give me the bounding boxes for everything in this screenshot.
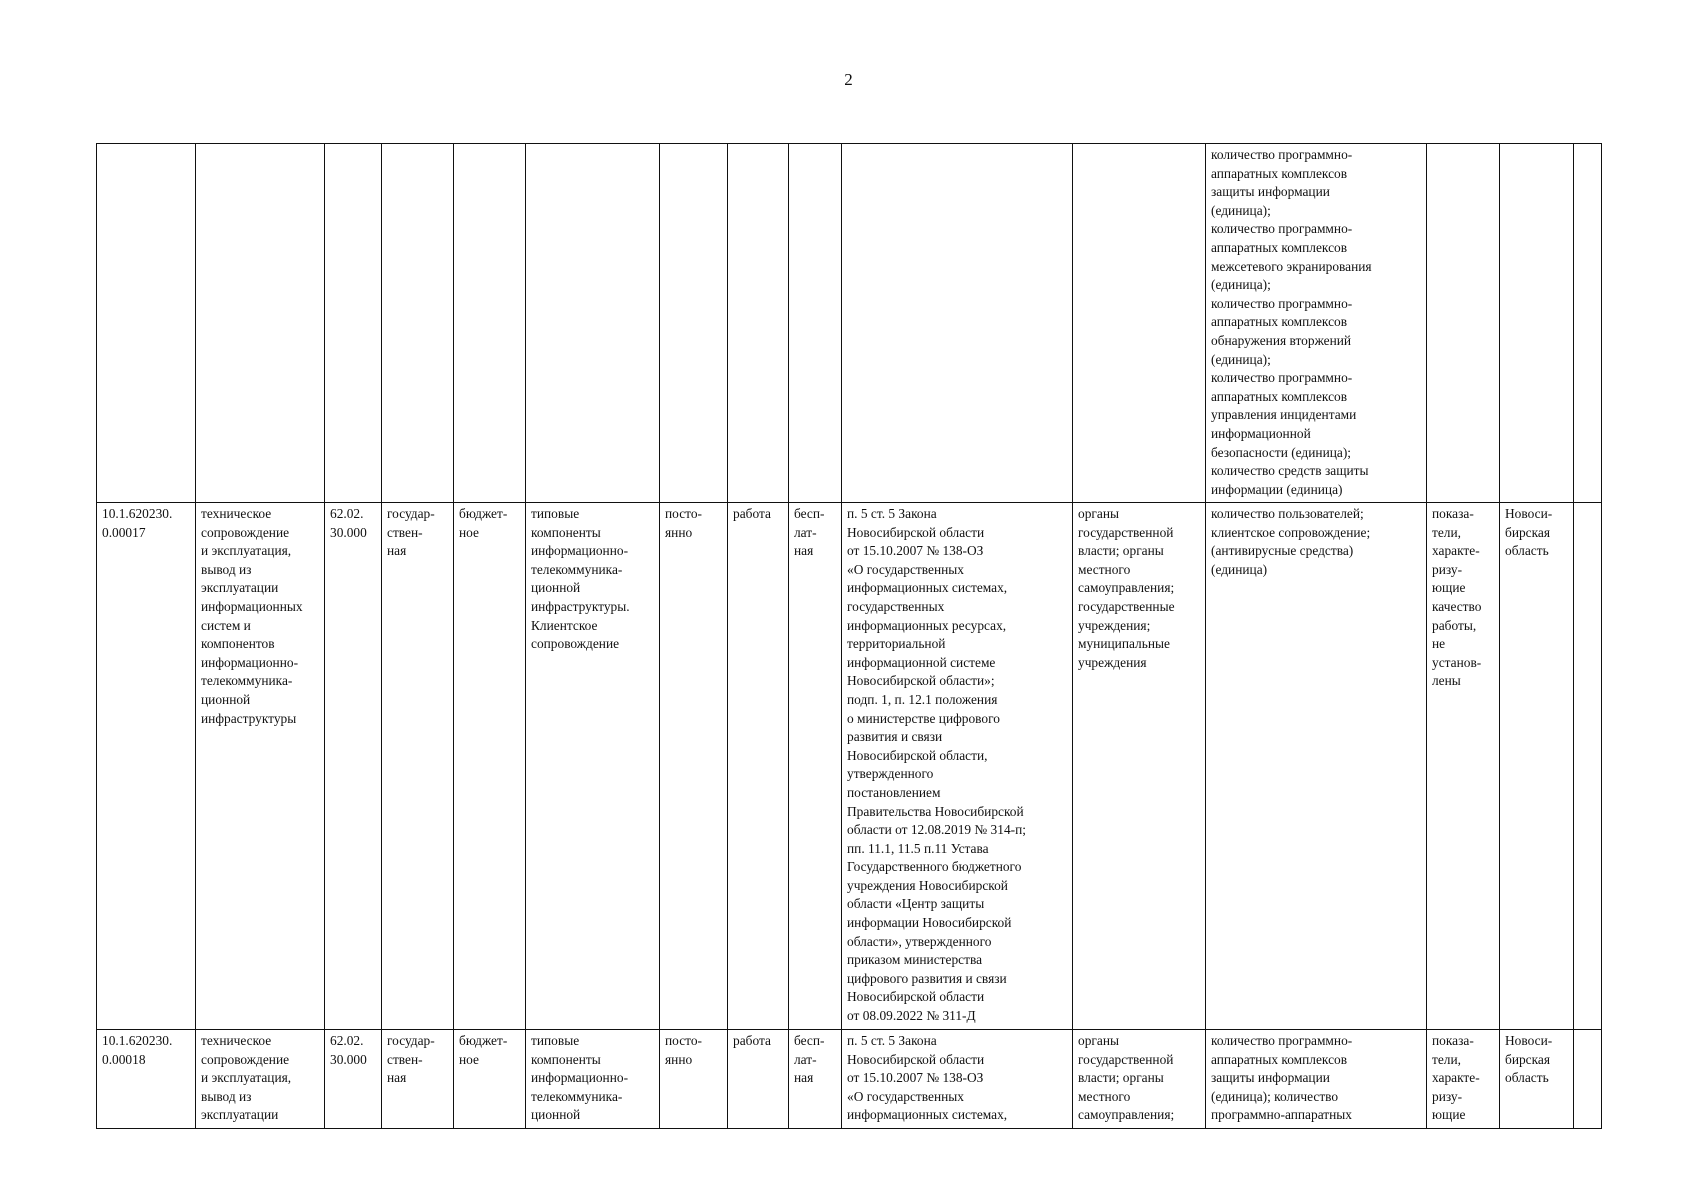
cell-conditions: посто- янно bbox=[660, 503, 728, 1030]
cell-ownership: государ- ствен- ная bbox=[382, 503, 454, 1030]
cell-conditions bbox=[660, 144, 728, 503]
cell-content: типовые компоненты информационно- телекоммуника- ционной bbox=[526, 1030, 660, 1129]
cell-legal-basis: п. 5 ст. 5 Закона Новосибирской области от 15.10.2007 № 138-ОЗ «О государственных информационных системах, bbox=[842, 1030, 1073, 1129]
cell-content bbox=[526, 144, 660, 503]
cell-consumers bbox=[1073, 144, 1206, 503]
cell-service-name: техническое сопровождение и эксплуатация, вывод из эксплуатации информационных систем и компонентов информационно- телекоммуника- ционной инфраструктуры bbox=[196, 503, 325, 1030]
cell-extra bbox=[1574, 1030, 1602, 1129]
cell-institution-type bbox=[454, 144, 526, 503]
cell-territory bbox=[1500, 144, 1574, 503]
cell-service-name: техническое сопровождение и эксплуатация, вывод из эксплуатации bbox=[196, 1030, 325, 1129]
services-registry-table bbox=[96, 143, 1602, 1129]
cell-payment: бесп- лат- ная bbox=[789, 503, 842, 1030]
cell-quality-indicators bbox=[1427, 144, 1500, 503]
cell-volume-indicators: количество программно- аппаратных комплексов защиты информации (единица); количество программно- аппаратных комплексов межсетевого экранирования (единица); количество программно- аппаратных комплексов обнаружения вторжений (единица); количество программно- аппаратных комплексов управления инцидентами информационной безопасности (единица); количество средств защиты информации (единица) bbox=[1206, 144, 1427, 503]
table-row bbox=[97, 1030, 1602, 1129]
cell-service-name bbox=[196, 144, 325, 503]
table-row bbox=[97, 503, 1602, 1030]
cell-extra bbox=[1574, 144, 1602, 503]
cell-legal-basis bbox=[842, 144, 1073, 503]
cell-consumers: органы государственной власти; органы местного самоуправления; государственные учреждения; муниципальные учреждения bbox=[1073, 503, 1206, 1030]
cell-okved-code bbox=[325, 144, 382, 503]
cell-payment bbox=[789, 144, 842, 503]
cell-quality-indicators: показа- тели, характе- ризу- ющие bbox=[1427, 1030, 1500, 1129]
cell-payment: бесп- лат- ная bbox=[789, 1030, 842, 1129]
cell-conditions: посто- янно bbox=[660, 1030, 728, 1129]
cell-quality-indicators: показа- тели, характе- ризу- ющие качество работы, не установ- лены bbox=[1427, 503, 1500, 1030]
cell-ownership: государ- ствен- ная bbox=[382, 1030, 454, 1129]
cell-content: типовые компоненты информационно- телекоммуника- ционной инфраструктуры. Клиентское сопровождение bbox=[526, 503, 660, 1030]
cell-legal-basis: п. 5 ст. 5 Закона Новосибирской области от 15.10.2007 № 138-ОЗ «О государственных информационных системах, государственных информационных ресурсах, территориальной информационной системе Новосибирской области»; подп. 1, п. 12.1 положения о министерстве цифрового развития и связи Новосибирской области, утвержденного постановлением Правительства Новосибирской области от 12.08.2019 № 314-п; пп. 11.1, 11.5 п.11 Устава Государственного бюджетного учреждения Новосибирской области «Центр защиты информации Новосибирской области», утвержденного приказом министерства цифрового развития и связи Новосибирской области от 08.09.2022 № 311-Д bbox=[842, 503, 1073, 1030]
cell-okved-code: 62.02. 30.000 bbox=[325, 503, 382, 1030]
cell-extra bbox=[1574, 503, 1602, 1030]
cell-institution-type: бюджет- ное bbox=[454, 1030, 526, 1129]
cell-registry-number bbox=[97, 144, 196, 503]
table-row bbox=[97, 144, 1602, 503]
cell-volume-indicators: количество пользователей; клиентское сопровождение; (антивирусные средства) (единица) bbox=[1206, 503, 1427, 1030]
cell-registry-number: 10.1.620230. 0.00018 bbox=[97, 1030, 196, 1129]
cell-ownership bbox=[382, 144, 454, 503]
page-number: 2 bbox=[844, 70, 853, 89]
cell-kind: работа bbox=[728, 503, 789, 1030]
cell-kind: работа bbox=[728, 1030, 789, 1129]
cell-territory: Новоси- бирская область bbox=[1500, 503, 1574, 1030]
cell-okved-code: 62.02. 30.000 bbox=[325, 1030, 382, 1129]
cell-consumers: органы государственной власти; органы местного самоуправления; bbox=[1073, 1030, 1206, 1129]
cell-registry-number: 10.1.620230. 0.00017 bbox=[97, 503, 196, 1030]
cell-volume-indicators: количество программно- аппаратных комплексов защиты информации (единица); количество программно-аппаратных bbox=[1206, 1030, 1427, 1129]
cell-kind bbox=[728, 144, 789, 503]
cell-institution-type: бюджет- ное bbox=[454, 503, 526, 1030]
cell-territory: Новоси- бирская область bbox=[1500, 1030, 1574, 1129]
